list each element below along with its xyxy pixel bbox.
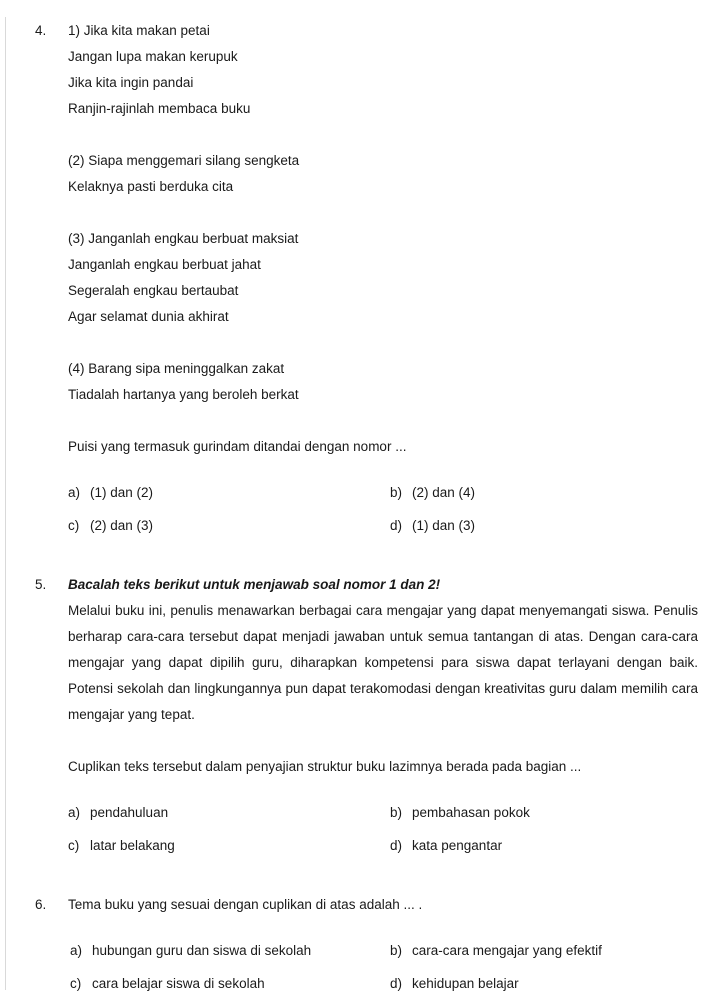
option-c[interactable] — [68, 509, 390, 542]
option-marker: c) — [68, 518, 80, 533]
option-label: kehidupan belajar — [412, 976, 519, 991]
question-6-stem: Tema buku yang sesuai dengan cuplikan di atas adalah ... . — [68, 897, 423, 912]
question-4-stanza-1 — [68, 18, 700, 122]
stanza-spacer — [68, 122, 700, 148]
option-c[interactable] — [68, 829, 390, 862]
question-4-stanza-3 — [68, 226, 700, 330]
option-b[interactable] — [390, 796, 700, 829]
question-5-body — [68, 572, 700, 862]
option-label: hubungan guru dan siswa di sekolah — [92, 943, 312, 958]
option-label: cara belajar siswa di sekolah — [92, 976, 265, 991]
question-4 — [0, 18, 720, 542]
question-6-options — [68, 934, 700, 1000]
option-label: (1) dan (2) — [90, 485, 154, 500]
option-marker: c) — [70, 976, 82, 991]
question-5-options — [68, 796, 700, 862]
option-row — [68, 829, 700, 862]
option-row — [70, 967, 700, 1000]
question-spacer — [0, 862, 720, 892]
option-marker: b) — [390, 805, 403, 820]
option-marker: a) — [70, 943, 83, 958]
option-marker: d) — [390, 976, 403, 991]
question-4-number: 4. — [35, 23, 47, 38]
poem-line: Ranjin-rajinlah membaca buku — [68, 101, 251, 116]
question-spacer — [0, 542, 720, 572]
poem-line: (4) Barang sipa meninggalkan zakat — [68, 361, 285, 376]
question-5 — [0, 572, 720, 862]
poem-line: Agar selamat dunia akhirat — [68, 309, 229, 324]
option-label: (1) dan (3) — [412, 518, 476, 533]
option-a[interactable] — [70, 934, 390, 967]
option-label: kata pengantar — [412, 838, 503, 853]
poem-line: Jangan lupa makan kerupuk — [68, 49, 238, 64]
option-a[interactable] — [68, 476, 390, 509]
poem-line: (3) Janganlah engkau berbuat maksiat — [68, 231, 299, 246]
option-label: (2) dan (3) — [90, 518, 154, 533]
option-a[interactable] — [68, 796, 390, 829]
option-row — [68, 796, 700, 829]
poem-line: Segeralah engkau bertaubat — [68, 283, 239, 298]
option-c[interactable] — [70, 967, 390, 1000]
question-4-options — [68, 476, 700, 542]
question-4-stanza-4 — [68, 356, 700, 408]
poem-line: (2) Siapa menggemari silang sengketa — [68, 153, 300, 168]
question-5-stem: Cuplikan teks tersebut dalam penyajian struktur buku lazimnya berada pada bagian ... — [68, 759, 582, 774]
poem-line: Tiadalah hartanya yang beroleh berkat — [68, 387, 299, 402]
question-4-body — [68, 18, 700, 542]
option-d[interactable] — [390, 509, 700, 542]
option-marker: d) — [390, 838, 403, 853]
option-label: (2) dan (4) — [412, 485, 476, 500]
option-label: pendahuluan — [90, 805, 169, 820]
option-marker: c) — [68, 838, 80, 853]
question-5-instruction: Bacalah teks berikut untuk menjawab soal nomor 1 dan 2! — [68, 577, 441, 592]
question-6-number: 6. — [35, 897, 47, 912]
option-marker: d) — [390, 518, 403, 533]
stanza-spacer — [68, 200, 700, 226]
question-6 — [0, 892, 720, 1000]
option-d[interactable] — [390, 967, 700, 1000]
option-marker: b) — [390, 943, 403, 958]
option-marker: b) — [390, 485, 403, 500]
question-5-number: 5. — [35, 577, 47, 592]
question-5-passage: Melalui buku ini, penulis menawarkan berbagai cara mengajar yang dapat menyemangati siswa. Penulis berharap cara-cara tersebut dapat menjadi jawaban untuk semua tantangan di atas. Dengan cara-cara mengajar yang dapat dipilih guru, diharapkan kompetensi para siswa dapat terlayani dengan baik. Potensi sekolah dan lingkungannya pun dapat terakomodasi dengan kreativitas guru dalam memilih cara mengajar yang tepat. — [68, 603, 698, 722]
stanza-spacer — [68, 330, 700, 356]
option-row — [68, 509, 700, 542]
question-6-body — [68, 892, 700, 1000]
option-label: latar belakang — [90, 838, 175, 853]
poem-line: 1) Jika kita makan petai — [68, 23, 210, 38]
stanza-spacer — [68, 408, 700, 434]
option-d[interactable] — [390, 829, 700, 862]
question-4-stem: Puisi yang termasuk gurindam ditandai dengan nomor ... — [68, 439, 407, 454]
poem-line: Jika kita ingin pandai — [68, 75, 194, 90]
option-marker: a) — [68, 485, 81, 500]
poem-line: Kelaknya pasti berduka cita — [68, 179, 234, 194]
option-row — [70, 934, 700, 967]
question-4-stanza-2 — [68, 148, 700, 200]
passage-spacer — [68, 728, 700, 754]
option-marker: a) — [68, 805, 81, 820]
option-label: pembahasan pokok — [412, 805, 530, 820]
option-b[interactable] — [390, 476, 700, 509]
poem-line: Janganlah engkau berbuat jahat — [68, 257, 261, 272]
option-row — [68, 476, 700, 509]
option-b[interactable] — [390, 934, 700, 967]
option-label: cara-cara mengajar yang efektif — [412, 943, 602, 958]
